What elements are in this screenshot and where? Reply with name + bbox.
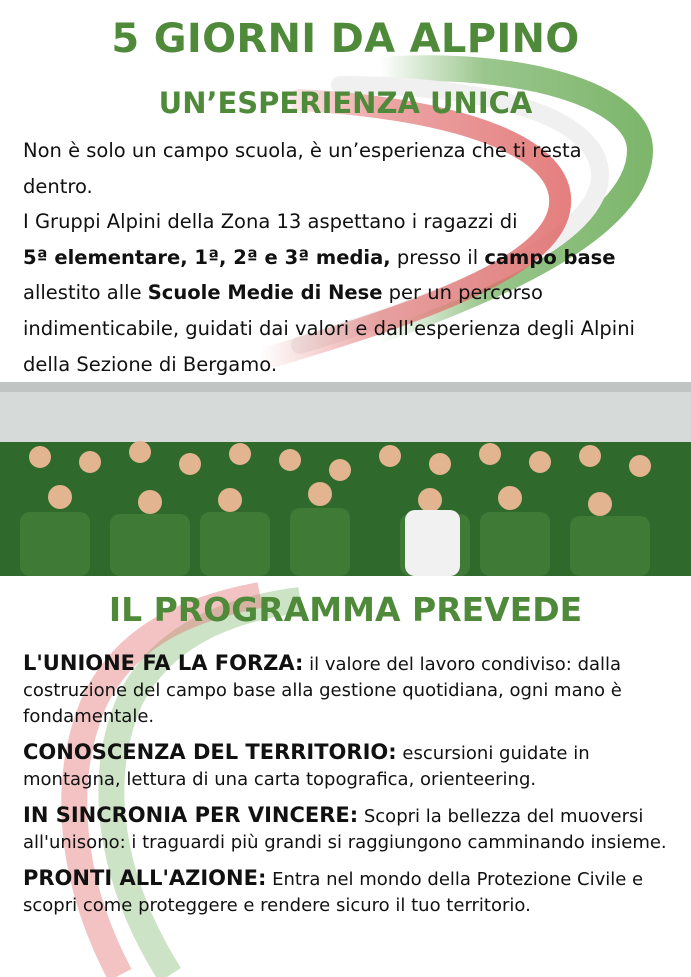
intro-presso: presso il: [390, 245, 485, 269]
intro-paragraph: [23, 133, 643, 382]
group-photo-illustration: [0, 382, 691, 576]
page-title: 5 GIORNI DA ALPINO: [111, 16, 580, 62]
program-item-lead: CONOSCENZA DEL TERRITORIO:: [23, 740, 397, 764]
program-item-lead: IN SINCRONIA PER VINCERE:: [23, 803, 359, 827]
intro-campo-base: campo base: [484, 245, 616, 269]
group-photo: [0, 382, 691, 576]
program-item-text: Entra nel mondo della Protezione Civile e scopri come proteggere e rendere sicuro il tuo territorio.: [23, 869, 644, 916]
program-title: IL PROGRAMMA PREVEDE: [108, 590, 583, 629]
program-item-text: Scopri la bellezza del muoversi all'unisono: i traguardi più grandi si raggiungono camminando insieme.: [23, 806, 667, 853]
intro-allestito: allestito alle: [23, 281, 148, 305]
intro-rest: per un percorso indimenticabile, guidati dai valori e dall'esperienza degli Alpini della Sezione di Bergamo.: [23, 281, 635, 376]
program-item: [23, 739, 673, 793]
program-item: [23, 650, 673, 730]
program-item-text: escursioni guidate in montagna, lettura di una carta topografica, orienteering.: [23, 743, 590, 790]
intro-line-1: Non è solo un campo scuola, è un’esperienza che ti resta dentro.: [23, 139, 582, 198]
intro-scuole: Scuole Medie di Nese: [147, 281, 383, 305]
program-item: [23, 802, 673, 856]
intro-grades: 5ª elementare, 1ª, 2ª e 3ª media,: [23, 245, 391, 269]
program-item: [23, 865, 673, 919]
program-list: [23, 650, 673, 928]
program-item-lead: L'UNIONE FA LA FORZA:: [23, 651, 304, 675]
program-item-lead: PRONTI ALL'AZIONE:: [23, 866, 267, 890]
intro-invitation: I Gruppi Alpini della Zona 13 aspettano i ragazzi di: [23, 210, 518, 234]
program-item-text: il valore del lavoro condiviso: dalla costruzione del campo base alla gestione quotidiana, ogni mano è fondamentale.: [23, 654, 622, 727]
page-subtitle: UN’ESPERIENZA UNICA: [158, 86, 533, 120]
intro-line-2: [23, 204, 643, 382]
